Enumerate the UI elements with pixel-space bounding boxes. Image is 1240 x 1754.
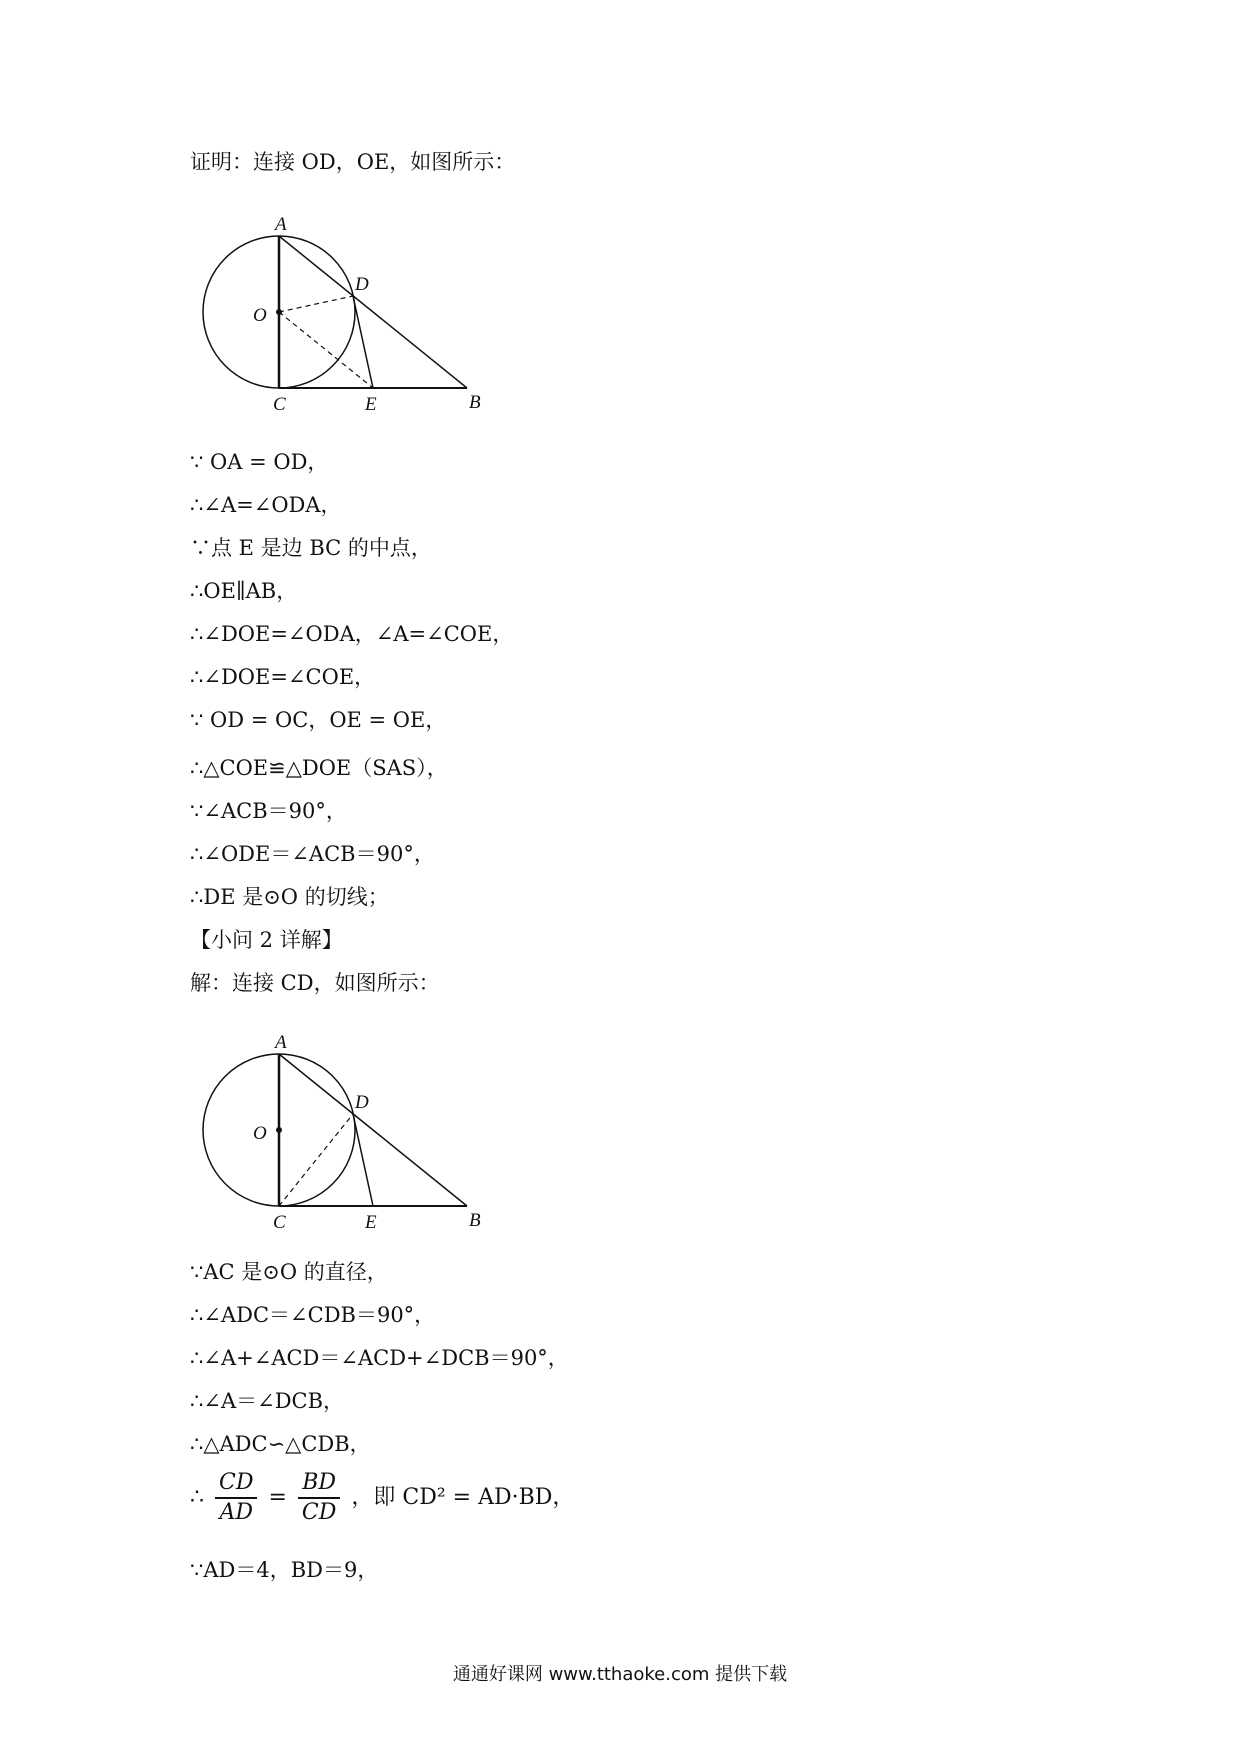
fraction-bd-over-cd [298,1472,340,1524]
segment-od [279,296,353,312]
segment-ab [279,236,467,388]
segment-ab [279,1054,467,1206]
label-b: B [469,392,481,413]
fraction-equation [190,1472,574,1524]
proof-line: ∵ OA = OD， [190,450,329,474]
proof-line: ∴OE∥AB， [190,579,298,603]
solution-line: ∴△ADC∽△CDB， [190,1432,371,1456]
label-d: D [355,1092,369,1113]
fraction-cd-over-ad [215,1472,257,1524]
fraction-denominator: CD [301,1500,337,1525]
fraction-denominator: AD [219,1500,253,1525]
label-o: O [253,305,267,326]
geometry-figure-1 [195,210,515,420]
equation-suffix: ，即 CD² = AD·BD， [351,1485,575,1510]
proof-line: ∴∠A=∠ODA， [190,493,342,517]
fraction-numerator: BD [298,1472,340,1499]
label-b: B [469,1210,481,1231]
geometry-figure-2 [195,1028,515,1238]
equals-sign: = [268,1485,287,1510]
label-a: A [275,1032,287,1053]
fraction-numerator: CD [215,1472,257,1499]
label-e: E [365,394,377,415]
label-c: C [273,394,286,415]
proof-line: ∴∠ODE＝∠ACB＝90°， [190,842,435,866]
proof-line: ∴∠DOE=∠ODA，∠A=∠COE， [190,622,514,646]
proof-line: ∴DE 是⊙O 的切线； [190,885,389,909]
proof-line: ∴∠DOE=∠COE， [190,665,376,689]
label-e: E [365,1212,377,1233]
proof-line: ∵∠ACB＝90°， [190,799,347,823]
proof-line: ∴△COE≌△DOE（SAS）， [190,756,448,780]
solution-line: ∵AC 是⊙O 的直径， [190,1260,388,1284]
center-point [276,1127,282,1133]
label-c: C [273,1212,286,1233]
section-heading: 【小问 2 详解】 [190,928,343,952]
label-o: O [253,1123,267,1144]
solution-line: ∵AD＝4，BD＝9， [190,1558,379,1582]
proof-line: ∵点 E 是边 BC 的中点， [190,536,432,560]
solution-intro: 解：连接 CD，如图所示： [190,971,440,995]
center-point [276,309,282,315]
label-a: A [275,214,287,235]
label-d: D [355,274,369,295]
therefore-symbol: ∴ [190,1485,204,1510]
proof-intro: 证明：连接 OD，OE，如图所示： [190,150,516,174]
solution-line: ∴∠ADC＝∠CDB＝90°， [190,1303,436,1327]
solution-line: ∴∠A+∠ACD＝∠ACD+∠DCB＝90°， [190,1346,569,1370]
segment-cd [279,1114,353,1206]
solution-line: ∴∠A＝∠DCB， [190,1389,345,1413]
page-footer: 通通好课网 www.tthaoke.com 提供下载 [452,1664,788,1685]
proof-line: ∵ OD = OC，OE = OE， [190,708,447,732]
